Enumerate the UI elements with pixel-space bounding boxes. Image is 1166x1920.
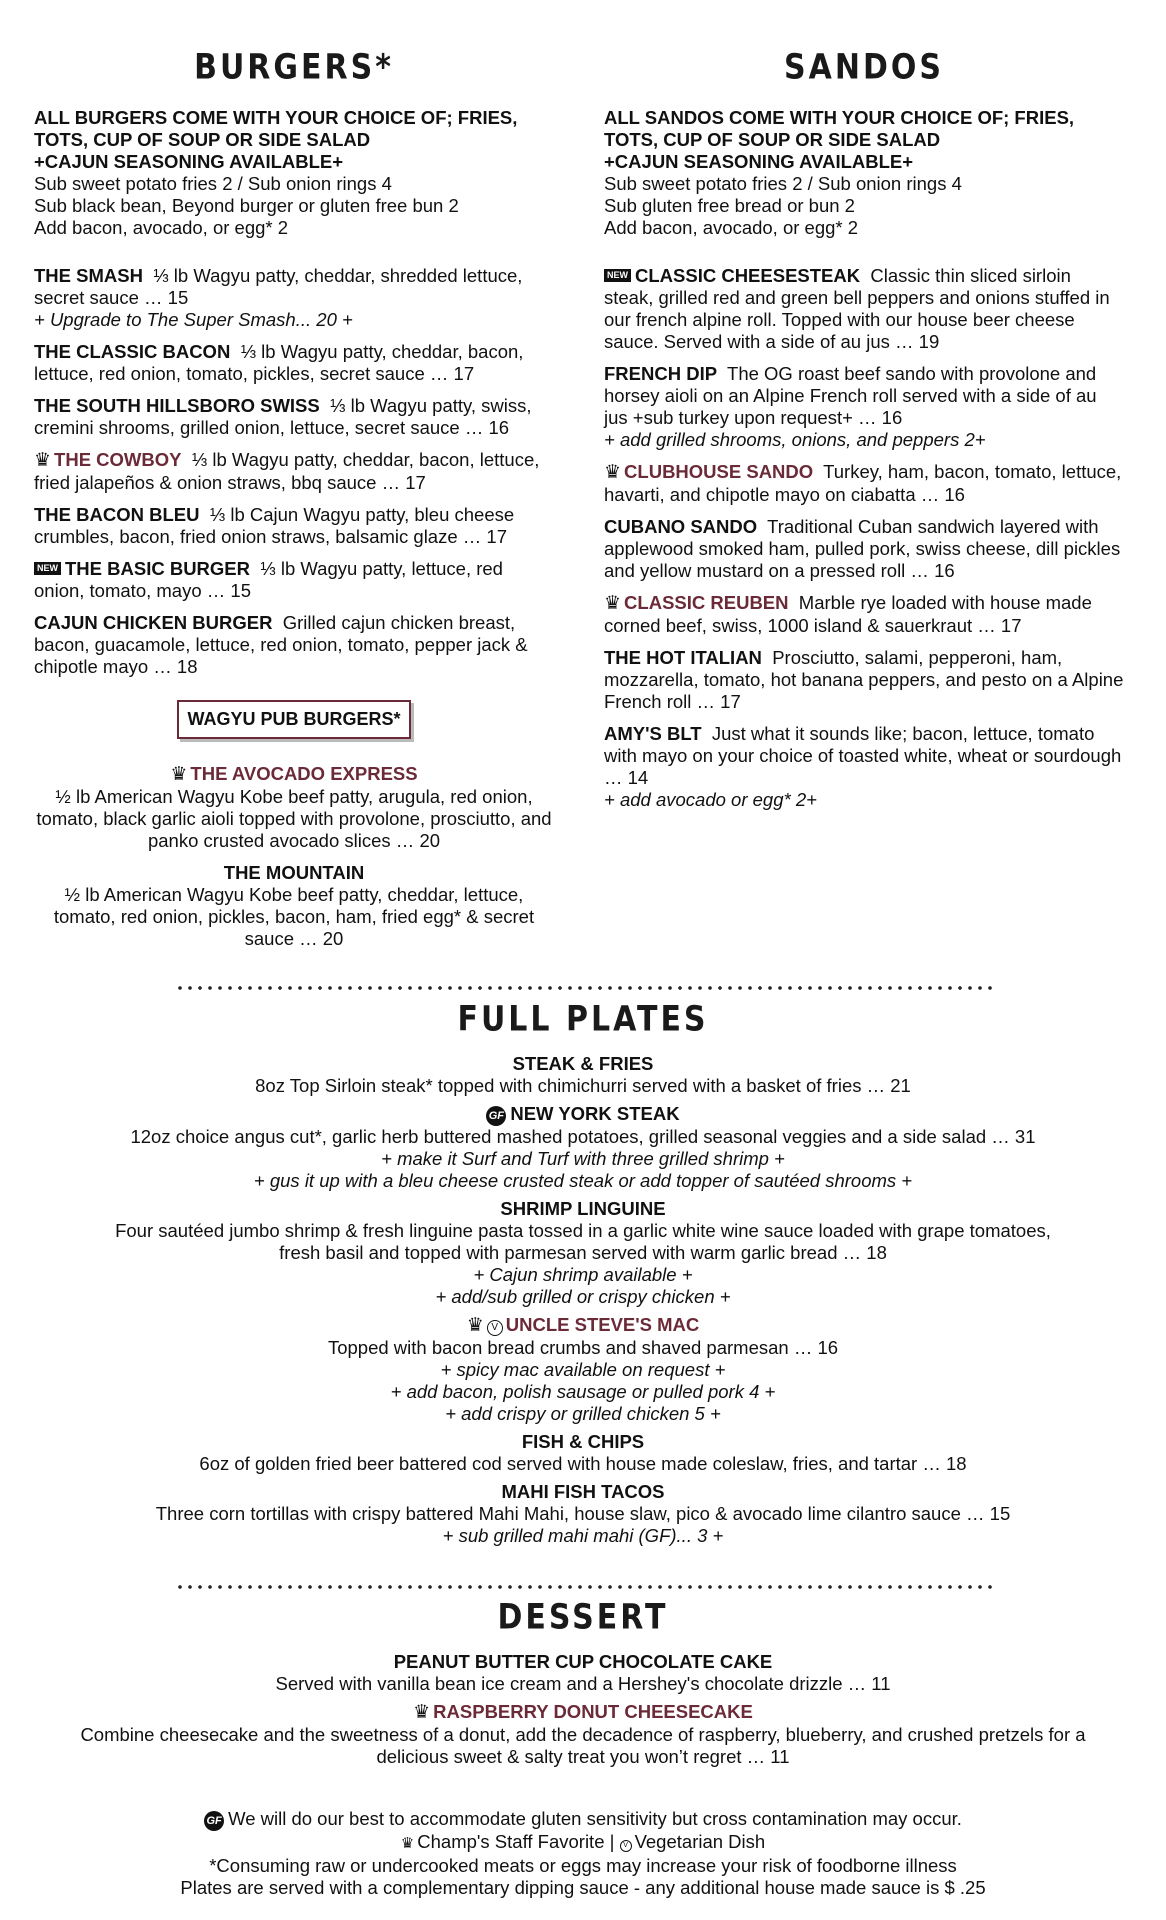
item-desc: Four sautéed jumbo shrimp & fresh linguine pasta tossed in a garlic white wine sauce loaded with grape tomatoes, (115, 1220, 1051, 1241)
intro-line: Add bacon, avocado, or egg* 2 (34, 217, 289, 238)
menu-item (34, 558, 554, 602)
sandos-section (604, 47, 1124, 821)
item-name: THE HOT ITALIAN (604, 647, 762, 668)
intro-line: Sub black bean, Beyond burger or gluten free bun 2 (34, 195, 459, 216)
menu-item (60, 1701, 1106, 1768)
menu-item (604, 592, 1124, 637)
item-desc: ⅓ lb Wagyu patty, lettuce, red onion, tomato, mayo … 15 (34, 558, 503, 601)
item-name: THE MOUNTAIN (223, 862, 365, 883)
item-name: STEAK & FRIES (512, 1053, 654, 1074)
menu-item (34, 763, 554, 852)
item-name: FISH & CHIPS (521, 1431, 645, 1452)
menu-item (604, 516, 1124, 582)
dessert-heading: DESSERT (497, 1597, 669, 1638)
intro-bold-line: TOTS, CUP OF SOUP OR SIDE SALAD (34, 129, 371, 150)
item-name: UNCLE STEVE'S MAC (505, 1314, 700, 1335)
full-plates-section (60, 999, 1106, 1553)
crown-icon: ♛ (170, 764, 188, 785)
intro-bold-line: TOTS, CUP OF SOUP OR SIDE SALAD (604, 129, 941, 150)
item-name: CLASSIC REUBEN (624, 592, 789, 613)
item-desc: Grilled cajun chicken breast, bacon, guacamole, lettuce, red onion, tomato, pepper jack & chipotle mayo … 18 (34, 612, 528, 677)
menu-item (60, 1651, 1106, 1695)
wagyu-pub-burgers-box: WAGYU PUB BURGERS* (177, 700, 411, 739)
item-desc: Combine cheesecake and the sweetness of a donut, add the decadence of raspberry, blueberry, and crushed pretzels for a (80, 1724, 1086, 1745)
crown-icon: ♛ (604, 593, 622, 614)
gf-note: GF We will do our best to accommodate gluten sensitivity but cross contamination may occur. (60, 1808, 1106, 1831)
intro-line: Sub sweet potato fries 2 / Sub onion rings 4 (34, 173, 392, 194)
item-desc: delicious sweet & salty treat you won’t regret … 11 (376, 1746, 790, 1767)
intro-line: Sub sweet potato fries 2 / Sub onion rings 4 (604, 173, 962, 194)
item-extra: + add/sub grilled or crispy chicken + (435, 1286, 731, 1307)
menu-item (34, 341, 554, 385)
crown-icon: ♛ (604, 462, 622, 483)
item-name: THE SMASH (34, 265, 143, 286)
item-desc: ⅓ lb Wagyu patty, swiss, cremini shrooms, grilled onion, lettuce, secret sauce … 16 (34, 395, 532, 438)
item-desc: ½ lb American Wagyu Kobe beef patty, arugula, red onion, tomato, black garlic aioli topped with provolone, prosciutto, and panko crusted avocado slices … 20 (36, 786, 552, 851)
item-desc: 8oz Top Sirloin steak* topped with chimichurri served with a basket of fries … 21 (255, 1075, 911, 1096)
intro-bold-line: +CAJUN SEASONING AVAILABLE+ (34, 151, 344, 172)
item-name: AMY'S BLT (604, 723, 702, 744)
item-desc: ⅓ lb Wagyu patty, cheddar, bacon, lettuce, red onion, tomato, pickles, secret sauce … 17 (34, 341, 524, 384)
dessert-section (60, 1597, 1106, 1774)
menu-item (60, 1431, 1106, 1475)
crown-icon: ♛ (413, 1702, 431, 1723)
menu-item (604, 265, 1124, 353)
item-extra: + spicy mac available on request + (440, 1359, 726, 1380)
menu-item (34, 504, 554, 548)
item-name: THE CLASSIC BACON (34, 341, 231, 362)
item-name: SHRIMP LINGUINE (500, 1198, 666, 1219)
item-desc: 6oz of golden fried beer battered cod served with house made coleslaw, fries, and tartar … 18 (199, 1453, 967, 1474)
menu-item (604, 723, 1124, 811)
menu-item (60, 1314, 1106, 1425)
item-name: PEANUT BUTTER CUP CHOCOLATE CAKE (393, 1651, 773, 1672)
item-name: FRENCH DIP (604, 363, 718, 384)
item-desc: Turkey, ham, bacon, tomato, lettuce, havarti, and chipotle mayo on ciabatta … 16 (604, 461, 1122, 505)
item-name: THE COWBOY (54, 449, 182, 470)
intro-bold-line: +CAJUN SEASONING AVAILABLE+ (604, 151, 914, 172)
item-extra: + add bacon, polish sausage or pulled pork 4 + (390, 1381, 776, 1402)
item-desc: 12oz choice angus cut*, garlic herb buttered mashed potatoes, grilled seasonal veggies and a side salad … 31 (130, 1126, 1036, 1147)
menu-item (34, 612, 554, 678)
crown-icon: ♛ (400, 1835, 415, 1852)
burgers-section (34, 47, 554, 960)
item-extra: + make it Surf and Turf with three grilled shrimp + (381, 1148, 785, 1169)
item-name: THE BACON BLEU (34, 504, 200, 525)
item-desc: Traditional Cuban sandwich layered with applewood smoked ham, pulled pork, swiss cheese, dill pickles and yellow mustard on a pressed roll … 16 (604, 516, 1121, 581)
intro-bold-line: ALL SANDOS COME WITH YOUR CHOICE OF; FRIES, (604, 107, 1075, 128)
item-desc: Prosciutto, salami, pepperoni, ham, mozzarella, tomato, hot banana peppers, and pesto on a Alpine French roll … 17 (604, 647, 1124, 712)
sandos-heading: SANDOS (784, 47, 944, 88)
item-desc: ⅓ lb Wagyu patty, cheddar, shredded lettuce, secret sauce … 15 (34, 265, 523, 308)
vegetarian-icon: V (620, 1840, 632, 1852)
item-extra: + sub grilled mahi mahi (GF)... 3 + (442, 1525, 724, 1546)
raw-warning: *Consuming raw or undercooked meats or eggs may increase your risk of foodborne illness (209, 1855, 957, 1876)
item-desc: ⅓ lb Cajun Wagyu patty, bleu cheese crumbles, bacon, fried onion straws, balsamic glaze … 17 (34, 504, 515, 547)
menu-item (604, 461, 1124, 506)
menu-item (604, 363, 1124, 451)
dotted-divider (175, 1584, 995, 1590)
new-badge-icon: NEW (34, 562, 61, 575)
item-name: CUBANO SANDO (604, 516, 758, 537)
menu-item (60, 1103, 1106, 1192)
item-desc: The OG roast beef sando with provolone and horsey aioli on an Alpine French roll served with a side of au jus +sub turkey upon request+ … 16 (604, 363, 1097, 428)
item-desc: Served with vanilla bean ice cream and a Hershey's chocolate drizzle … 11 (275, 1673, 891, 1694)
item-name: CLASSIC CHEESESTEAK (635, 265, 861, 286)
menu-item (604, 647, 1124, 713)
item-desc: Topped with bacon bread crumbs and shaved parmesan … 16 (327, 1337, 839, 1358)
item-extra: + Cajun shrimp available + (473, 1264, 693, 1285)
crown-icon: ♛ (34, 450, 52, 471)
item-name: RASPBERRY DONUT CHEESECAKE (433, 1701, 753, 1722)
crown-icon: ♛ (466, 1315, 484, 1336)
item-name: THE SOUTH HILLSBORO SWISS (34, 395, 320, 416)
item-desc: Three corn tortillas with crispy battered Mahi Mahi, house slaw, pico & avocado lime cilantro sauce … 15 (155, 1503, 1011, 1524)
item-desc: ⅓ lb Wagyu patty, cheddar, bacon, lettuce, fried jalapeños & onion straws, bbq sauce … 17 (34, 449, 540, 493)
burgers-intro (34, 107, 554, 239)
menu-item (60, 1053, 1106, 1097)
item-desc: Classic thin sliced sirloin steak, grilled red and green bell peppers and onions stuffed in our french alpine roll. Topped with our house beer cheese sauce. Served with a side of au jus … 19 (604, 265, 1110, 352)
burgers-heading: BURGERS* (194, 47, 394, 88)
dotted-divider (175, 985, 995, 991)
item-extra: + add crispy or grilled chicken 5 + (445, 1403, 721, 1424)
sandos-intro (604, 107, 1124, 239)
item-name: THE AVOCADO EXPRESS (190, 763, 418, 784)
menu-item (60, 1198, 1106, 1308)
menu-item (34, 265, 554, 331)
vegetarian-icon: V (487, 1320, 503, 1336)
intro-bold-line: ALL BURGERS COME WITH YOUR CHOICE OF; FRIES, (34, 107, 518, 128)
menu-item (34, 395, 554, 439)
gluten-free-icon: GF (204, 1811, 224, 1831)
item-name: CAJUN CHICKEN BURGER (34, 612, 273, 633)
intro-line: Sub gluten free bread or bun 2 (604, 195, 855, 216)
item-name: MAHI FISH TACOS (501, 1481, 665, 1502)
item-desc: fresh basil and topped with parmesan served with warm garlic bread … 18 (279, 1242, 887, 1263)
menu-item (34, 449, 554, 494)
item-desc: Marble rye loaded with house made corned beef, swiss, 1000 island & sauerkraut … 17 (604, 592, 1092, 636)
item-extra: + add avocado or egg* 2+ (604, 789, 817, 810)
item-name: THE BASIC BURGER (65, 558, 251, 579)
footer-notes (60, 1808, 1106, 1899)
item-name: NEW YORK STEAK (510, 1103, 680, 1124)
item-name: CLUBHOUSE SANDO (624, 461, 814, 482)
menu-item (60, 1481, 1106, 1547)
sauce-note: Plates are served with a complementary dipping sauce - any additional house made sauce is $ .25 (180, 1877, 986, 1898)
new-badge-icon: NEW (604, 269, 631, 282)
item-extra: + gus it up with a bleu cheese crusted steak or add topper of sautéed shrooms + (253, 1170, 913, 1191)
full-plates-heading: FULL PLATES (457, 999, 709, 1040)
item-extra: + add grilled shrooms, onions, and peppers 2+ (604, 429, 986, 450)
item-desc: ½ lb American Wagyu Kobe beef patty, cheddar, lettuce, tomato, red onion, pickles, bacon, ham, fried egg* & secret sauce … 20 (53, 884, 535, 949)
item-desc: Just what it sounds like; bacon, lettuce, tomato with mayo on your choice of toasted white, wheat or sourdough … 14 (604, 723, 1122, 788)
menu-item (34, 862, 554, 950)
legend-line: ♛ Champ's Staff Favorite | V Vegetarian Dish (60, 1831, 1106, 1855)
item-extra: + Upgrade to The Super Smash... 20 + (34, 309, 353, 330)
intro-line: Add bacon, avocado, or egg* 2 (604, 217, 859, 238)
gluten-free-icon: GF (486, 1106, 506, 1126)
